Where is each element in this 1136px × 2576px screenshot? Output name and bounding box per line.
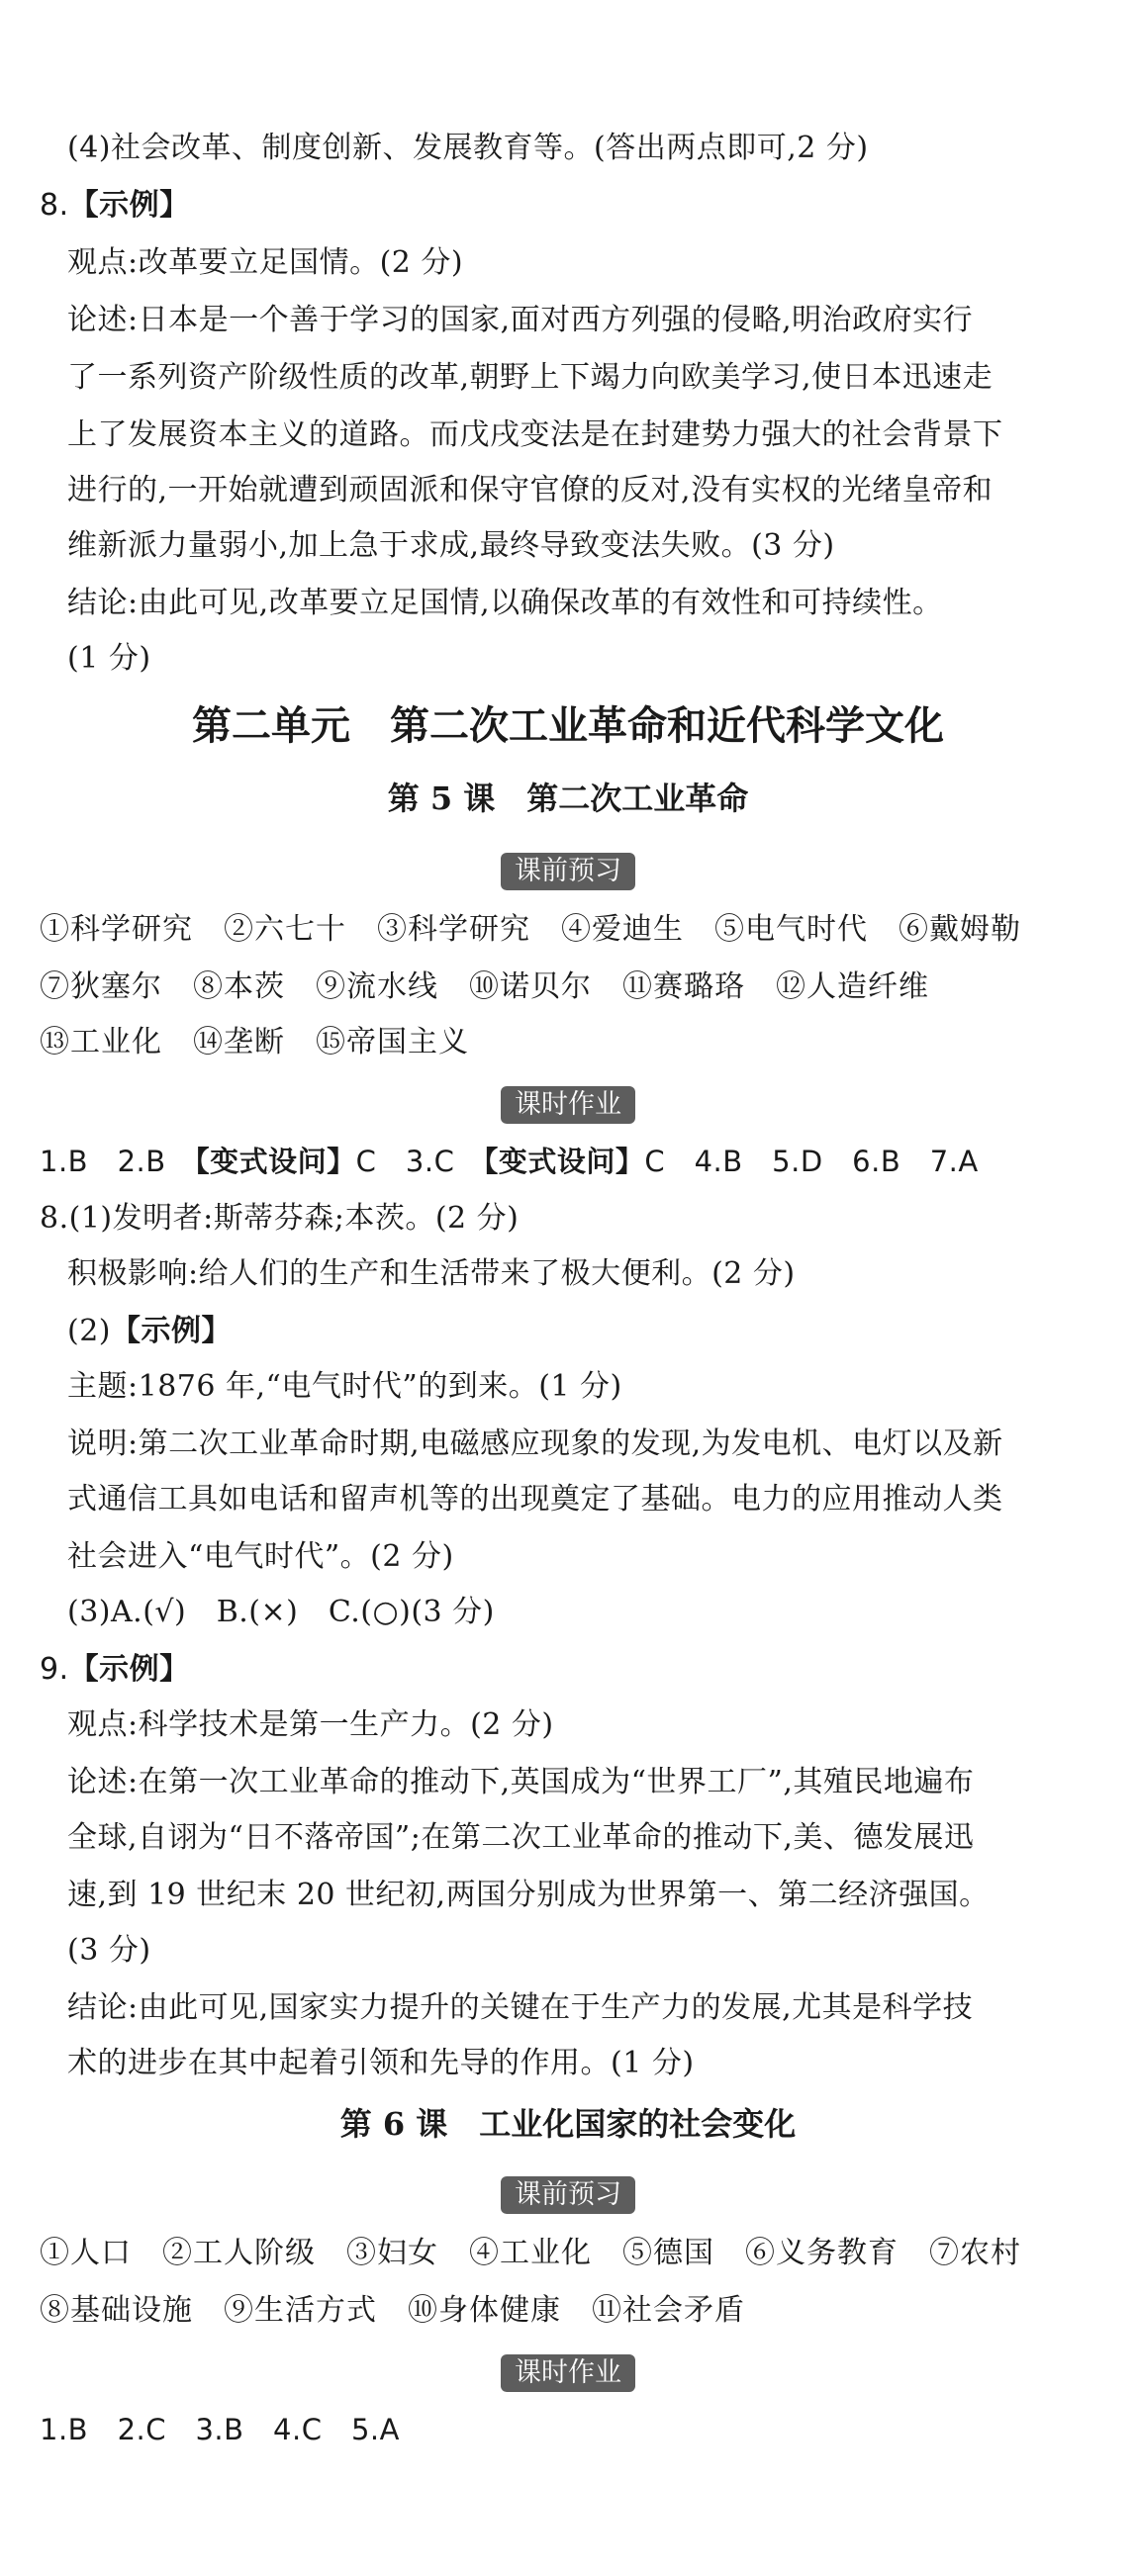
homework-tag-wrap <box>0 1086 1136 1124</box>
explanation-line: 社会进入“电气时代”。(2 分) <box>67 1539 454 1574</box>
preview-tag-wrap <box>0 853 1136 890</box>
question-8-part-2-header <box>67 1310 232 1353</box>
explanation-line: 式通信工具如电话和留声机等的出现奠定了基础。电力的应用推动人类 <box>67 1482 1003 1517</box>
example-tag: 【示例】 <box>111 1314 232 1348</box>
preview-tag: 课前预习 <box>501 853 635 890</box>
viewpoint-line: 观点:改革要立足国情。(2 分) <box>67 245 464 280</box>
argument-line: 全球,自诩为“日不落帝国”;在第二次工业革命的推动下,美、德发展迅 <box>67 1820 975 1855</box>
question-8-part-1: 8.(1)发明者:斯蒂芬森;本茨。(2 分) <box>40 1201 520 1236</box>
explanation-line: 说明:第二次工业革命时期,电磁感应现象的发现,为发电机、电灯以及新 <box>67 1426 1003 1461</box>
homework-tag: 课时作业 <box>501 1086 635 1124</box>
mc-answers-part: C 4.B 5.D 6.B 7.A <box>644 1145 979 1178</box>
preview-answers-row: ⑧基础设施 ⑨生活方式 ⑩身体健康 ⑪社会矛盾 <box>40 2293 745 2328</box>
variant-question-tag: 【变式设问】 <box>195 1145 356 1178</box>
part-number: (2) <box>67 1314 111 1348</box>
theme-line: 主题:1876 年,“电气时代”的到来。(1 分) <box>67 1369 622 1404</box>
impact-line: 积极影响:给人们的生产和生活带来了极大便利。(2 分) <box>67 1256 796 1291</box>
mc-answers-part: 1.B 2.B <box>40 1145 196 1178</box>
argument-line: 维新派力量弱小,加上急于求成,最终导致变法失败。(3 分) <box>67 528 835 563</box>
argument-line: 速,到 19 世纪末 20 世纪初,两国分别成为世界第一、第二经济强国。 <box>67 1878 990 1912</box>
conclusion-line: 结论:由此可见,改革要立足国情,以确保改革的有效性和可持续性。 <box>67 586 943 620</box>
preview-answers-row: ①人口 ②工人阶级 ③妇女 ④工业化 ⑤德国 ⑥义务教育 ⑦农村 <box>40 2236 1021 2270</box>
argument-line: 论述:日本是一个善于学习的国家,面对西方列强的侵略,明治政府实行 <box>67 303 974 337</box>
judgement-answers: (3)A.(√) B.(×) C.(○)(3 分) <box>67 1595 495 1629</box>
homework-tag: 课时作业 <box>501 2354 635 2392</box>
question-9-header <box>40 1648 190 1692</box>
example-tag: 【示例】 <box>68 188 190 223</box>
preview-tag-wrap <box>0 2176 1136 2214</box>
question-number: 9. <box>40 1652 69 1687</box>
answer-line-4: (4)社会改革、制度创新、发展教育等。(答出两点即可,2 分) <box>67 131 869 165</box>
viewpoint-line: 观点:科学技术是第一生产力。(2 分) <box>67 1707 554 1742</box>
argument-line: 进行的,一开始就遭到顽固派和保守官僚的反对,没有实权的光绪皇帝和 <box>67 473 994 507</box>
question-8-header <box>40 184 190 228</box>
question-number: 8. <box>40 188 69 223</box>
lesson-6-title: 第 6 课 工业化国家的社会变化 <box>339 2105 797 2143</box>
mc-answers-part: C 3.C <box>355 1145 484 1178</box>
preview-answers-row: ⑬工业化 ⑭垄断 ⑮帝国主义 <box>40 1025 469 1059</box>
preview-answers-row: ①科学研究 ②六七十 ③科学研究 ④爱迪生 ⑤电气时代 ⑥戴姆勒 <box>40 912 1021 947</box>
homework-tag-wrap <box>0 2354 1136 2392</box>
preview-answers-row: ⑦狄塞尔 ⑧本茨 ⑨流水线 ⑩诺贝尔 ⑪赛璐珞 ⑫人造纤维 <box>40 969 929 1004</box>
variant-question-tag: 【变式设问】 <box>483 1145 645 1178</box>
preview-tag: 课前预习 <box>501 2176 635 2214</box>
example-tag: 【示例】 <box>68 1652 190 1687</box>
multiple-choice-answers <box>40 1140 979 1183</box>
score-line: (1 分) <box>67 641 151 676</box>
lesson-5-title: 第 5 课 第二次工业革命 <box>387 780 749 817</box>
multiple-choice-answers: 1.B 2.C 3.B 4.C 5.A <box>40 2413 400 2446</box>
unit-title: 第二单元 第二次工业革命和近代科学文化 <box>192 702 944 749</box>
argument-line: 上了发展资本主义的道路。而戊戌变法是在封建势力强大的社会背景下 <box>67 417 1003 452</box>
score-line: (3 分) <box>67 1933 151 1968</box>
argument-line: 了一系列资产阶级性质的改革,朝野上下竭力向欧美学习,使日本迅速走 <box>67 360 994 395</box>
conclusion-line: 术的进步在其中起着引领和先导的作用。(1 分) <box>67 2046 695 2080</box>
argument-line: 论述:在第一次工业革命的推动下,英国成为“世界工厂”,其殖民地遍布 <box>67 1765 975 1799</box>
conclusion-line: 结论:由此可见,国家实力提升的关键在于生产力的发展,尤其是科学技 <box>67 1990 974 2025</box>
